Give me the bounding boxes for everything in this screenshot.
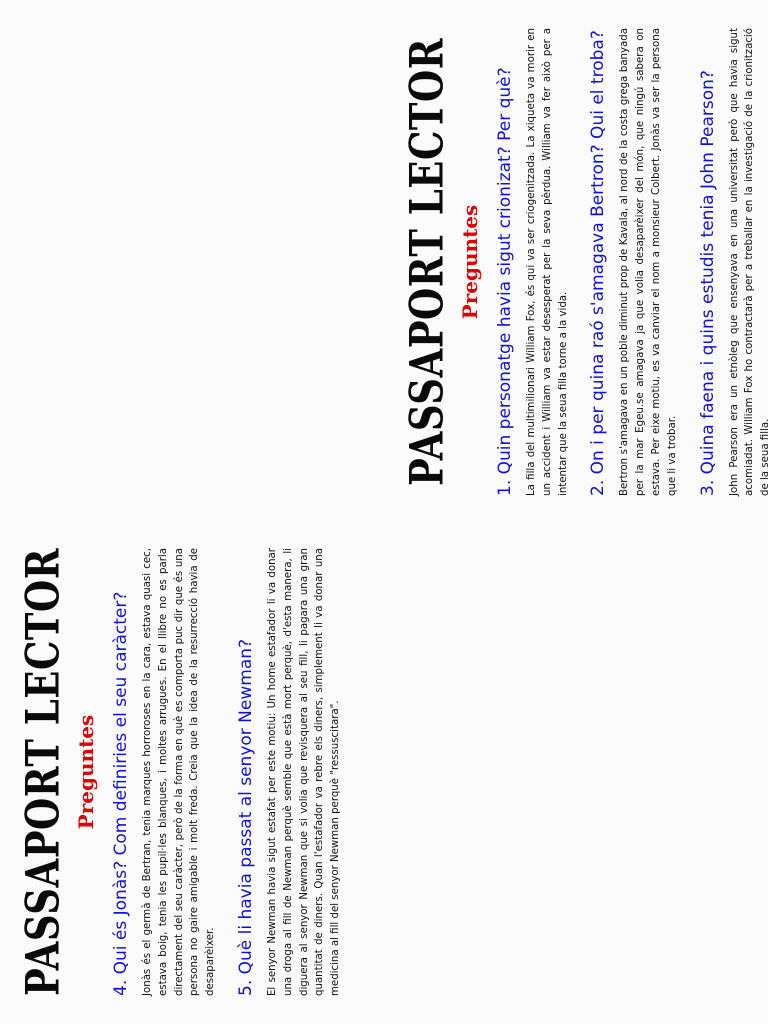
question-3: 3. Quina faena i quins estudis tenia John Pearson? — [697, 70, 718, 496]
answer-1: La filla del multimilionari William Fox, és qui va ser criogenitzada. La xiqueta va morir en un accident i William va estar desesperat per la seva pèrdua. William va fer això per a intentar que la seua filla torne a la vida. — [526, 28, 569, 496]
question-5: 5. Què li havia passat al senyor Newman? — [235, 638, 256, 996]
qa-block-2 — [587, 28, 680, 496]
panel-title: PASSAPORT LECTOR — [398, 38, 454, 486]
qa-block-3 — [697, 28, 774, 496]
qa-block-4 — [110, 548, 219, 996]
qa-block-1 — [494, 28, 571, 496]
answer-2: Bertron s'amagava en un poble diminut prop de Kavala, al nord de la costa grega banyada per la mar Egeu.se amagava ja que volia desaparèixer del món, que ningú sabera on estava. Per eixe motiu, es va canviar el nom a monsieur Colbert. Jonàs va ser la persona que li va trobar. — [619, 28, 678, 496]
qa-block-5 — [235, 548, 344, 996]
passport-panel-left — [6, 532, 376, 1012]
question-4: 4. Qui és Jonàs? Com definiries el seu caràcter? — [111, 591, 131, 996]
answer-3: John Pearson era un etnòleg que ensenyava en una universitat però que havia sigut acomiadat. William Fox ho contractarà per a treballar en la investigació de la crionització de la seua filla. — [728, 28, 772, 496]
answer-4: Jonàs és el germà de Bertran, tenia marques horroroses en la cara, estava quasi cec, estava boig, tenia les pupil·les blanques, i moltes arrugues. En el llibre no es parla directament del seu caràcter, però de la forma en què es comporta puc dir que és una persona no gaire amigable i molt freda. Creia que la idea de la resurrecció havia de desaparèixer. — [142, 548, 217, 996]
panel-subtitle: Preguntes — [458, 204, 482, 320]
passport-panel-right — [390, 12, 772, 512]
question-1: 1. Quin personatge havia sigut crionizat? Per què? — [495, 67, 515, 496]
answer-5: El senyor Newman havia sigut estafat per este motiu: Un home estafador li va donar una droga al fill de Newman perquè semble que està mort perquè, d'esta manera, li diguera al senyor Newman que si volia que revisquera al seu fill, li pagara una gran quantitat de diners. Quan l'estafador va rebre els diners, simplement li va donar una medicina al fill del senyor Newman perquè "ressuscitara". — [266, 548, 342, 996]
question-2: 2. On i per quina raó s'amagava Bertron? Qui el troba? — [588, 30, 609, 496]
panel-title: PASSAPORT LECTOR — [14, 548, 70, 996]
panel-subtitle: Preguntes — [74, 714, 98, 830]
